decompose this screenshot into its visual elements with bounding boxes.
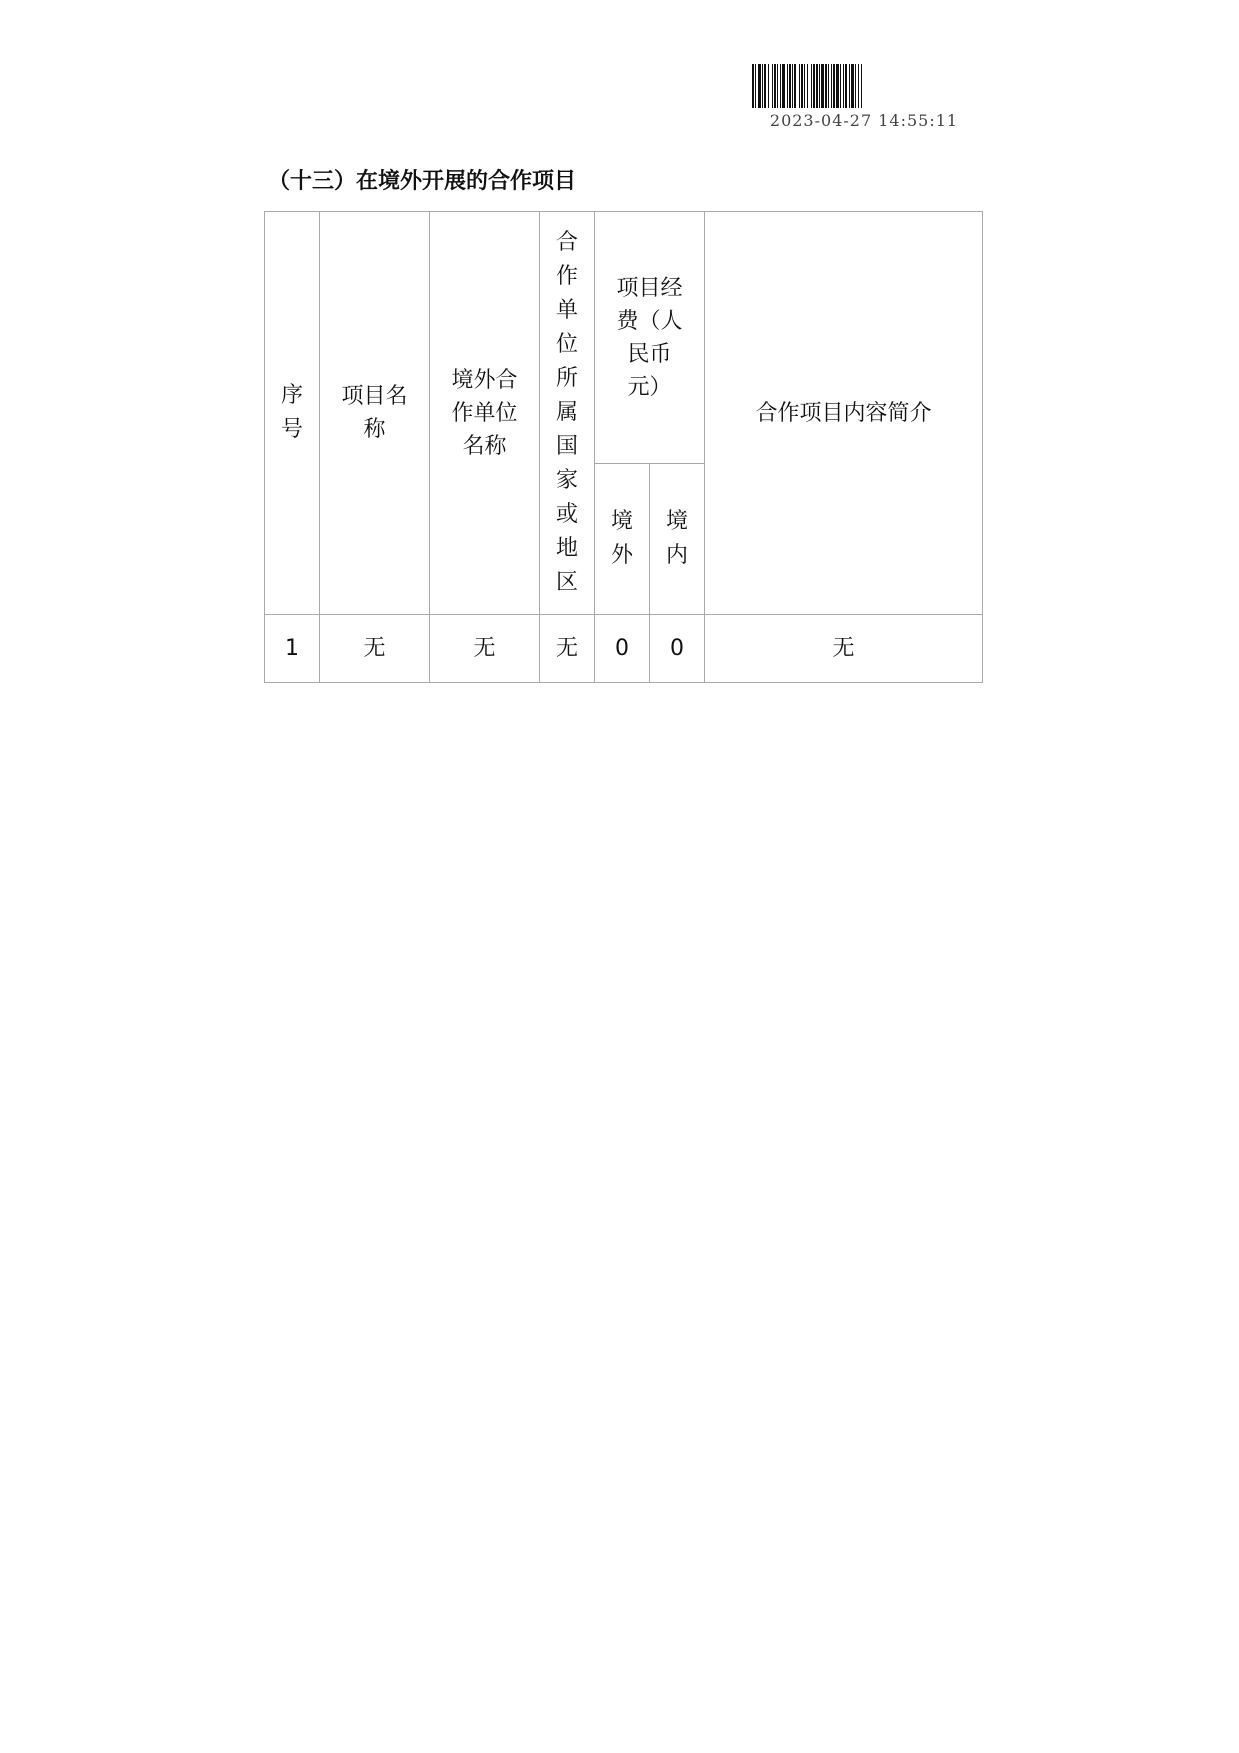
header-project-name: 项目名称 [320,212,430,615]
cell-funding-abroad: 0 [595,615,650,683]
barcode-timestamp: 2023-04-27 14:55:11 [769,111,959,130]
section-title: （十三）在境外开展的合作项目 [268,169,577,194]
cell-funding-domestic: 0 [650,615,705,683]
cell-partner-country: 无 [540,615,595,683]
header-partner-name: 境外合作单位名称 [430,212,540,615]
barcode [752,64,976,108]
cooperation-projects-table [264,211,983,683]
header-funding-abroad: 境外 [595,464,650,615]
header-funding-domestic: 境内 [650,464,705,615]
table-row [265,615,983,683]
header-partner-country: 合作单位所属国家或地区 [540,212,595,615]
header-seq: 序号 [265,212,320,615]
cell-partner-name: 无 [430,615,540,683]
cell-description: 无 [705,615,983,683]
cell-project-name: 无 [320,615,430,683]
cell-seq: 1 [265,615,320,683]
header-funding: 项目经费（人民币元） [595,212,705,464]
header-description: 合作项目内容简介 [705,212,983,615]
